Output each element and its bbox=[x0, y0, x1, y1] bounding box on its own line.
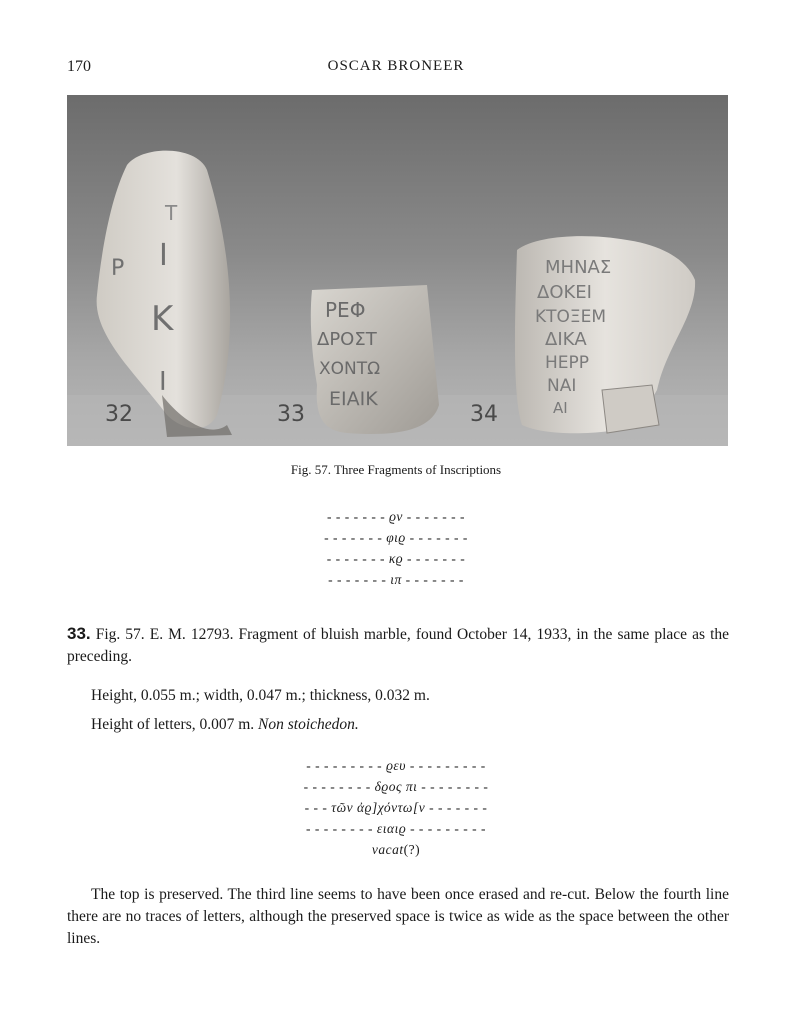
fragments-photo-svg bbox=[67, 95, 728, 446]
figure-caption: Fig. 57. Three Fragments of Inscriptions bbox=[290, 462, 502, 477]
fragment-label-32: 32 bbox=[105, 402, 133, 427]
svg-text:ΝΑΙ: ΝΑΙ bbox=[547, 376, 577, 396]
svg-text:ΗΕΡΡ: ΗΕΡΡ bbox=[545, 353, 590, 373]
inscription-32-line-2: - - - - - - - φιϱ - - - - - - - bbox=[324, 530, 468, 545]
inscription-33-line-3: - - - τῶν ἀϱ]χόντω[ν - - - - - - - bbox=[304, 800, 488, 815]
entry-33-paragraph bbox=[67, 623, 729, 668]
svg-text:Ρ: Ρ bbox=[111, 256, 125, 281]
svg-text:Κ: Κ bbox=[151, 299, 174, 339]
svg-text:ΔΟΚΕΙ: ΔΟΚΕΙ bbox=[537, 282, 592, 303]
letter-height-line: Height of letters, 0.007 m. Non stoichedon. bbox=[91, 716, 359, 733]
inscription-33-vacat: vacat(?) bbox=[371, 842, 421, 857]
svg-text:ΕΙΑΙΚ: ΕΙΑΙΚ bbox=[329, 388, 378, 410]
stoichedon-note: Non stoichedon. bbox=[258, 716, 359, 733]
page-number: 170 bbox=[67, 58, 91, 75]
inscription-32-line-4: - - - - - - - ιπ - - - - - - - bbox=[328, 572, 464, 587]
inscription-32-line-3: - - - - - - - κϱ - - - - - - - bbox=[326, 551, 466, 566]
svg-text:ΜΗΝΑΣ: ΜΗΝΑΣ bbox=[545, 257, 612, 278]
inscription-33-line-2: - - - - - - - - δϱος πι - - - - - - - - bbox=[303, 779, 489, 794]
svg-text:ΔΡΟΣΤ: ΔΡΟΣΤ bbox=[317, 329, 377, 350]
inscription-33-line-4: - - - - - - - - ειαιϱ - - - - - - - - - bbox=[305, 821, 487, 836]
svg-text:ΔΙΚΑ: ΔΙΚΑ bbox=[545, 329, 587, 350]
svg-text:Ι: Ι bbox=[159, 367, 167, 397]
dimensions-line: Height, 0.055 m.; width, 0.047 m.; thickness, 0.032 m. bbox=[91, 687, 430, 704]
running-head: OSCAR BRONEER bbox=[327, 58, 465, 74]
svg-text:ΧΟΝΤΩ: ΧΟΝΤΩ bbox=[319, 359, 381, 379]
fragments-photograph bbox=[67, 95, 728, 446]
svg-text:Τ: Τ bbox=[165, 201, 178, 225]
entry-text: Fig. 57. E. M. 12793. Fragment of bluish marble, found October 14, 1933, in the same place as the preceding. bbox=[67, 626, 730, 665]
svg-text:ΑΙ: ΑΙ bbox=[553, 399, 568, 417]
inscription-32-line-1: - - - - - - - ϱν - - - - - - - bbox=[326, 509, 466, 524]
fragment-34-base-block bbox=[602, 385, 659, 433]
entry-number: 33. bbox=[67, 624, 91, 643]
svg-text:ΚΤΟΞΕΜ: ΚΤΟΞΕΜ bbox=[535, 307, 607, 327]
fragment-label-34: 34 bbox=[470, 402, 498, 427]
inscription-33-line-1: - - - - - - - - - ϱευ - - - - - - - - - bbox=[306, 758, 486, 773]
fragment-label-33: 33 bbox=[277, 402, 305, 427]
svg-text:Ι: Ι bbox=[159, 238, 168, 273]
commentary-paragraph: The top is preserved. The third line seems to have been once erased and re-cut. Below the fourth line there are no traces of letters, although the preserved space is twice as wide as the space between the other lines. bbox=[67, 886, 729, 947]
svg-text:ΡΕΦ: ΡΕΦ bbox=[325, 298, 366, 322]
